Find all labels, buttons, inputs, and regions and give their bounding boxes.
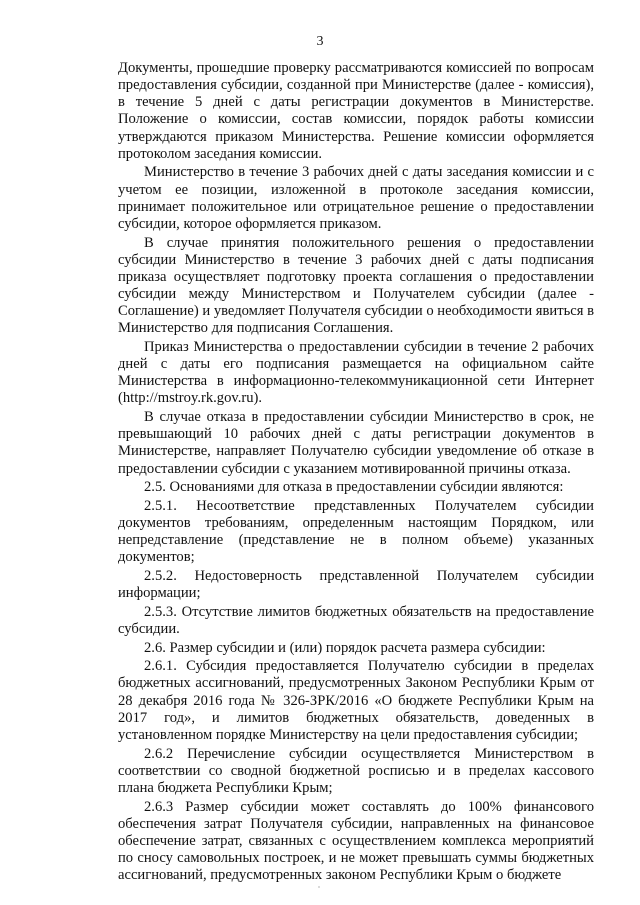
paragraph-refusal-notice: В случае отказа в предоставлении субсидии Министерство в срок, не превышающий 10 рабочих дней с даты регистрации документов в Министерстве, направляет Получателю субсидии уведомление об отказе в предоставлении субсидии с указанием мотивированной причины отказа. — [118, 409, 594, 477]
paragraph-positive-decision: В случае принятия положительного решения о предоставлении субсидии Министерство в течение 3 рабочих дней с даты подписания приказа осуществляет подготовку проекта соглашения о предоставлении субсидии между Министерством и Получателем субсидии (далее - Соглашение) и уведомляет Получателя субсидии о необходимости явиться в Министерство для подписания Соглашения. — [118, 234, 594, 337]
paragraph-2-6-3: 2.6.3 Размер субсидии может составлять до 100% финансового обеспечения затрат Получателя субсидии, направленных на финансовое обеспечение затрат, связанных с осуществлением комплекса мероприятий по сносу самовольных построек, и не может превышать суммы бюджетных ассигнований, предусмотренных законом Республики Крым о бюджете — [118, 798, 594, 884]
paragraph-2-5-3: 2.5.3. Отсутствие лимитов бюджетных обязательств на предоставление субсидии. — [118, 603, 594, 637]
paragraph-2-5-1: 2.5.1. Несоответствие представленных Получателем субсидии документов требованиям, определенным настоящим Порядком, или непредставление (представление не в полном объеме) указанных документов; — [118, 497, 594, 566]
page-number: 3 — [316, 34, 324, 49]
paragraph-2-5-2: 2.5.2. Недостоверность представленной Получателем субсидии информации; — [118, 568, 594, 602]
paragraph-commission-review: Документы, прошедшие проверку рассматриваются комиссией по вопросам предоставления субсидии, созданной при Министерстве (далее - комиссия), в течение 5 дней с даты регистрации документов в Министерстве. Положение о комиссии, состав комиссии, порядок работы комиссии утверждаются приказом Министерства. Решение комиссии оформляется протоколом заседания комиссии. — [118, 60, 594, 162]
scan-speck — [318, 886, 320, 888]
paragraph-2-6: 2.6. Размер субсидии и (или) порядок расчета размера субсидии: — [144, 639, 546, 656]
paragraph-order-publication: Приказ Министерства о предоставлении субсидии в течение 2 рабочих дней с даты его подписания размещается на официальном сайте Министерства в информационно-телекоммуникационной сети Интернет (http://mstroy.rk.gov.ru). — [118, 339, 594, 407]
paragraph-2-6-2: 2.6.2 Перечисление субсидии осуществляется Министерством в соответствии со сводной бюджетной росписью и в пределах кассового плана бюджета Республики Крым; — [118, 745, 594, 796]
paragraph-2-5: 2.5. Основаниями для отказа в предоставлении субсидии являются: — [144, 479, 564, 496]
paragraph-ministry-decision: Министерство в течение 3 рабочих дней с даты заседания комиссии и с учетом ее позиции, изложенной в протоколе заседания комиссии, принимает положительное или отрицательное решение о предоставлении субсидии, которое оформляется приказом. — [118, 164, 594, 232]
document-body — [118, 60, 594, 886]
paragraph-2-6-1: 2.6.1. Субсидия предоставляется Получателю субсидии в пределах бюджетных ассигнований, предусмотренных Законом Республики Крым от 28 декабря 2016 года № 326-ЗРК/2016 «О бюджете Республики Крым на 2017 год», и лимитов бюджетных обязательств, доведенных в установленном порядке Министерству на цели предоставления субсидии; — [118, 658, 594, 743]
